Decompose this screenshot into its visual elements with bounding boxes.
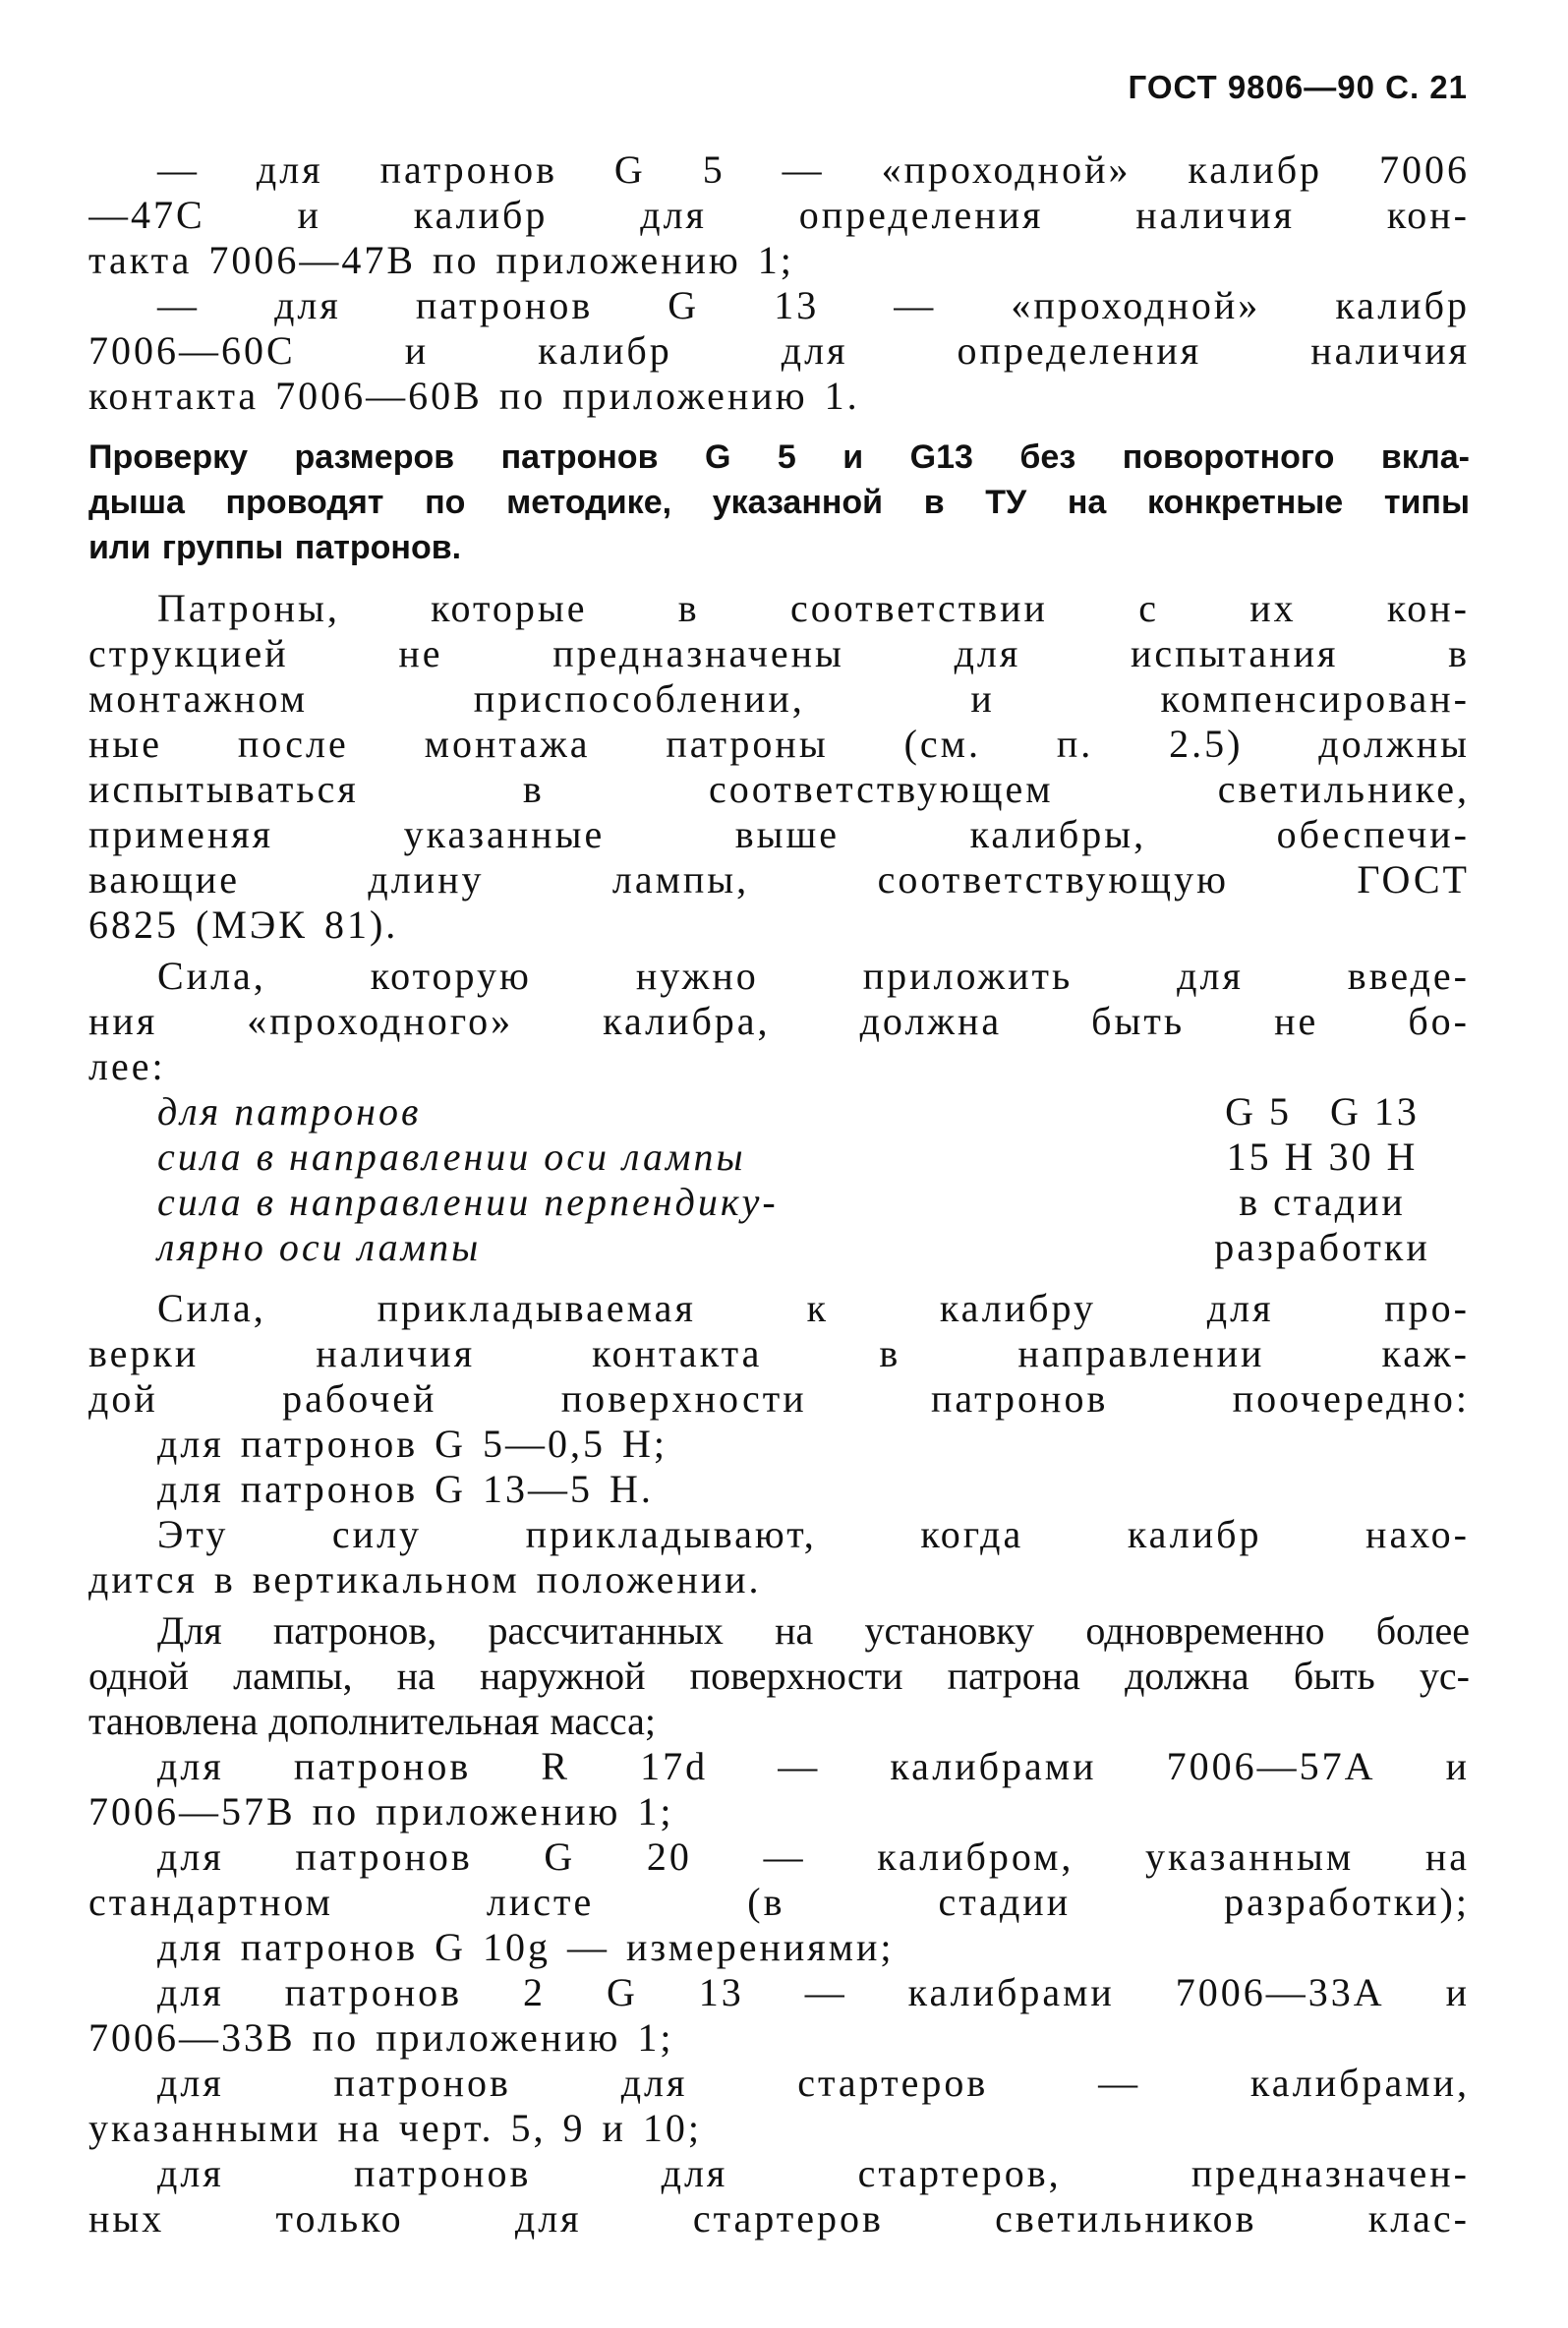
sockets-paragraph bbox=[88, 586, 1470, 948]
multi-lamp-paragraph bbox=[88, 1608, 1470, 1744]
text-line: для патронов 2 G 13 — калибрами 7006—33А и bbox=[157, 1970, 1470, 2014]
text-line: для патронов G 10g — измерениями; bbox=[157, 1925, 895, 1969]
row-label: лярно оси лампы bbox=[157, 1225, 482, 1269]
socket-type: G 5 bbox=[1225, 1089, 1292, 1134]
text-line: Эту силу прикладывают, когда калибр нахо- bbox=[157, 1512, 1470, 1556]
row-label: сила в направлении перпендику- bbox=[157, 1180, 779, 1224]
text-line: ния «проходного» калибра, должна быть не бо- bbox=[88, 999, 1470, 1043]
force-table-row bbox=[88, 1135, 1470, 1180]
row-values bbox=[1175, 1089, 1470, 1135]
text-line: одной лампы, на наружной поверхности патрона должна быть ус- bbox=[88, 1654, 1470, 1698]
row-value: разработки bbox=[1214, 1225, 1430, 1269]
text-line: лее: bbox=[88, 1044, 166, 1088]
text-line: —47С и калибр для определения наличия кон- bbox=[88, 193, 1470, 237]
force-table-row bbox=[88, 1180, 1470, 1225]
text-line: Проверку размеров патронов G 5 и G13 без поворотного вкла- bbox=[88, 438, 1470, 476]
socket-gauges-list bbox=[88, 1744, 1470, 2241]
text-line: ные после монтажа патроны (см. п. 2.5) должны bbox=[88, 722, 1470, 766]
text-line: Сила, которую нужно приложить для введе- bbox=[157, 954, 1470, 998]
text-line: тановлена дополнительная масса; bbox=[88, 1699, 657, 1743]
text-line: ных только для стартеров светильников клас- bbox=[88, 2196, 1470, 2241]
text-line: для патронов для стартеров — калибрами, bbox=[157, 2061, 1470, 2105]
text-line: дой рабочей поверхности патронов поочередно: bbox=[88, 1376, 1470, 1421]
text-line: струкцией не предназначены для испытания в bbox=[88, 631, 1470, 675]
row-values bbox=[1175, 1135, 1470, 1180]
text-line: такта 7006—47В по приложению 1; bbox=[88, 238, 794, 282]
force-value: 30 Н bbox=[1328, 1135, 1419, 1179]
text-line: 7006—57В по приложению 1; bbox=[88, 1789, 674, 1833]
text-line: 7006—60С и калибр для определения наличия bbox=[88, 328, 1470, 373]
text-line: — для патронов G 5 — «проходной» калибр 7006 bbox=[157, 147, 1470, 192]
text-line: монтажном приспособлении, и компенсирован- bbox=[88, 676, 1470, 721]
text-line: 6825 (МЭК 81). bbox=[88, 902, 399, 947]
text-line: для патронов для стартеров, предназначен- bbox=[157, 2151, 1470, 2195]
force-table-row bbox=[88, 1225, 1470, 1270]
running-header: ГОСТ 9806—90 С. 21 bbox=[1128, 69, 1468, 105]
force-paragraph bbox=[88, 954, 1470, 1089]
text-line: вающие длину лампы, соответствующую ГОСТ bbox=[88, 857, 1470, 902]
row-value: в стадии bbox=[1239, 1180, 1406, 1224]
bold-paragraph bbox=[88, 435, 1470, 570]
page-body bbox=[88, 147, 1470, 2241]
text-line: испытываться в соответствующем светильнике, bbox=[88, 767, 1470, 811]
socket-type: G 13 bbox=[1330, 1089, 1420, 1134]
contact-force-paragraph bbox=[88, 1286, 1470, 1602]
text-line: верки наличия контакта в направлении каж- bbox=[88, 1331, 1470, 1375]
text-line: Патроны, которые в соответствии с их кон- bbox=[157, 586, 1470, 630]
text-line: Сила, прикладываемая к калибру для про- bbox=[157, 1286, 1470, 1330]
text-line: для патронов G 20 — калибром, указанным на bbox=[157, 1834, 1470, 1879]
row-label: для патронов bbox=[157, 1089, 422, 1134]
gauge-list-block bbox=[88, 147, 1470, 419]
text-line: для патронов G 5—0,5 Н; bbox=[157, 1422, 668, 1466]
text-line: для патронов R 17d — калибрами 7006—57А и bbox=[157, 1744, 1470, 1788]
force-value: 15 Н bbox=[1226, 1135, 1316, 1179]
text-line: — для патронов G 13 — «проходной» калибр bbox=[157, 283, 1470, 327]
text-line: дится в вертикальном положении. bbox=[88, 1557, 762, 1601]
text-line: дыша проводят по методике, указанной в ТУ на конкретные типы bbox=[88, 484, 1470, 521]
force-table bbox=[88, 1089, 1470, 1270]
text-line: для патронов G 13—5 Н. bbox=[157, 1467, 654, 1511]
text-line: стандартном листе (в стадии разработки); bbox=[88, 1880, 1470, 1924]
text-line: или группы патронов. bbox=[88, 529, 462, 566]
text-line: 7006—33В по приложению 1; bbox=[88, 2015, 674, 2060]
text-line: контакта 7006—60В по приложению 1. bbox=[88, 374, 860, 418]
text-line: указанными на черт. 5, 9 и 10; bbox=[88, 2106, 703, 2150]
force-table-row bbox=[88, 1089, 1470, 1135]
text-line: Для патронов, рассчитанных на установку одновременно более bbox=[157, 1608, 1470, 1653]
row-label: сила в направлении оси лампы bbox=[157, 1135, 746, 1179]
text-line: применяя указанные выше калибры, обеспечи- bbox=[88, 812, 1470, 856]
